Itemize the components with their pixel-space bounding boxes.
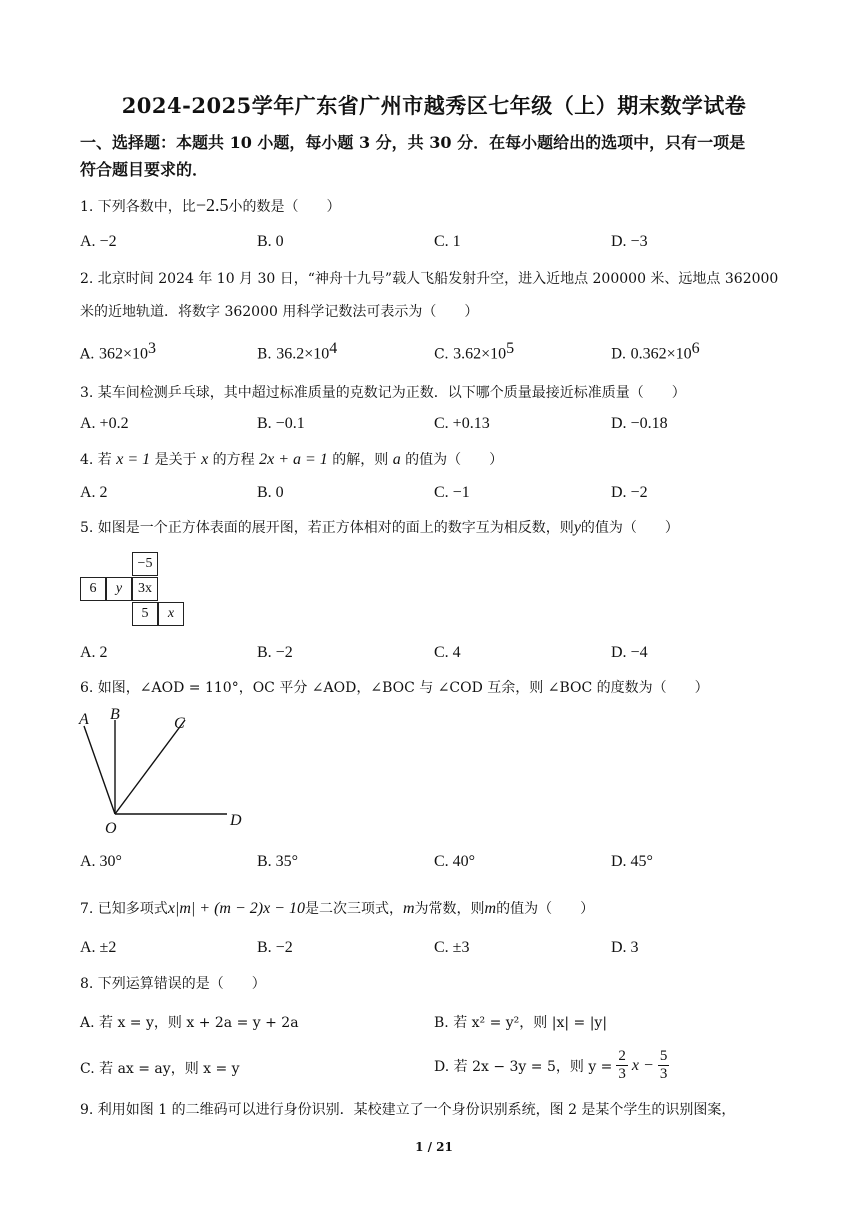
q1-text-b: 小的数是（ ） <box>228 199 341 215</box>
q4-option-a: A. 2 <box>80 484 108 501</box>
question-6-stem: 6. 如图，∠AOD = 110°，OC 平分 ∠AOD，∠BOC 与 ∠COD 互余，则 ∠BOC 的度数为（ ） <box>80 680 709 696</box>
q8d-fraction-1: $\frac{2}{3}$ <box>618 1048 626 1082</box>
q7-option-c: C. ±3 <box>434 939 470 956</box>
question-2-line1: 2. 北京时间 2024 年 10 月 30 日，“神舟十九号”载人飞船发射升空，进入近地点 200000 米、远地点 362000 <box>80 271 779 287</box>
q5-option-d: D. −4 <box>611 644 648 661</box>
q8d-mid: x − <box>631 1056 654 1074</box>
label-o: O <box>105 820 117 837</box>
q4-option-c: C. −1 <box>434 484 470 501</box>
q2-option-c: C. $3.62\times 10^5$ <box>434 340 515 363</box>
question-5-stem: 5. 如图是一个正方体表面的展开图，若正方体相对的面上的数字互为相反数，则y的值为（ ） <box>80 519 679 536</box>
q5-option-a: A. 2 <box>80 644 108 661</box>
question-8-stem: 8. 下列运算错误的是（ ） <box>80 976 266 992</box>
net-cell-5: 5 <box>132 602 158 626</box>
q5-option-b: B. −2 <box>257 644 293 661</box>
net-cell-y: y <box>106 577 132 601</box>
ray-oc <box>115 720 185 814</box>
q6-option-d: D. 45° <box>611 853 653 870</box>
q8d-text: D. 若 2x − 3y = 5，则 y = <box>434 1058 613 1075</box>
angle-figure <box>75 704 255 839</box>
q3-option-c: C. +0.13 <box>434 415 490 432</box>
question-7-stem: 7. 已知多项式x|m| + (m − 2)x − 10是二次三项式，m为常数，则m的值为（ ） <box>80 900 595 917</box>
net-cell-3x: 3x <box>132 577 158 601</box>
q7-option-b: B. −2 <box>257 939 293 956</box>
section-heading-line2: 符合题目要求的． <box>80 160 209 179</box>
q7-option-a: A. ±2 <box>80 939 117 956</box>
q8-option-b: B. 若 x² = y²，则 |x| = |y| <box>434 1015 608 1031</box>
q4-option-b: B. 0 <box>257 484 284 501</box>
label-d: D <box>230 812 242 829</box>
page-title: 2024-2025学年广东省广州市越秀区七年级（上）期末数学试卷 <box>121 93 747 118</box>
q2-option-b: B. $36.2\times 10^4$ <box>257 340 338 363</box>
question-3-stem: 3. 某车间检测乒乓球，其中超过标准质量的克数记为正数．以下哪个质量最接近标准质量（ ） <box>80 385 686 401</box>
net-cell-x: x <box>158 602 184 626</box>
q3-option-b: B. −0.1 <box>257 415 305 432</box>
q1-option-a: A. −2 <box>80 233 117 250</box>
q3-option-d: D. −0.18 <box>611 415 668 432</box>
label-a: A <box>79 711 89 728</box>
question-1-stem <box>80 195 340 216</box>
q7-option-d: D. 3 <box>611 939 639 956</box>
question-4-stem: 4. 若 x = 1 是关于 x 的方程 2x + a = 1 的解，则 a 的值为（ ） <box>80 451 504 468</box>
ray-oa <box>84 726 115 814</box>
question-9-stem: 9. 利用如图 1 的二维码可以进行身份识别．某校建立了一个身份识别系统，图 2 是某个学生的识别图案， <box>80 1102 736 1118</box>
q1-option-d: D. −3 <box>611 233 648 250</box>
q1-text-a: 1. 下列各数中，比 <box>80 199 196 215</box>
q8d-fraction-2: $\frac{5}{3}$ <box>659 1048 668 1082</box>
q2-option-d: D. $0.362\times 10^6$ <box>611 340 700 363</box>
q1-option-b: B. 0 <box>257 233 284 250</box>
page-number: 1 / 21 <box>415 1140 453 1154</box>
q1-option-c: C. 1 <box>434 233 461 250</box>
question-2-line2: 米的近地轨道．将数字 362000 用科学记数法可表示为（ ） <box>80 304 479 320</box>
q8-option-c: C. 若 ax = ay，则 x = y <box>80 1061 240 1077</box>
label-c: C <box>174 715 185 732</box>
label-b: B <box>110 706 120 723</box>
q6-option-a: A. 30° <box>80 853 122 870</box>
section-heading-line1: 一、选择题：本题共 10 小题，每小题 3 分，共 30 分．在每小题给出的选项中，只有一项是 <box>80 133 746 152</box>
q1-value: −2.5 <box>195 195 229 215</box>
cube-net-figure <box>80 552 190 628</box>
q3-option-a: A. +0.2 <box>80 415 129 432</box>
q4-option-d: D. −2 <box>611 484 648 501</box>
q8-option-a: A. 若 x = y，则 x + 2a = y + 2a <box>80 1015 299 1031</box>
q6-option-b: B. 35° <box>257 853 299 870</box>
net-cell-top: −5 <box>132 552 158 576</box>
net-cell-left: 6 <box>80 577 106 601</box>
q5-option-c: C. 4 <box>434 644 461 661</box>
q6-option-c: C. 40° <box>434 853 476 870</box>
q8-option-d <box>434 1048 669 1083</box>
q2-option-a: A. $362\times 10^3$ <box>80 340 157 363</box>
